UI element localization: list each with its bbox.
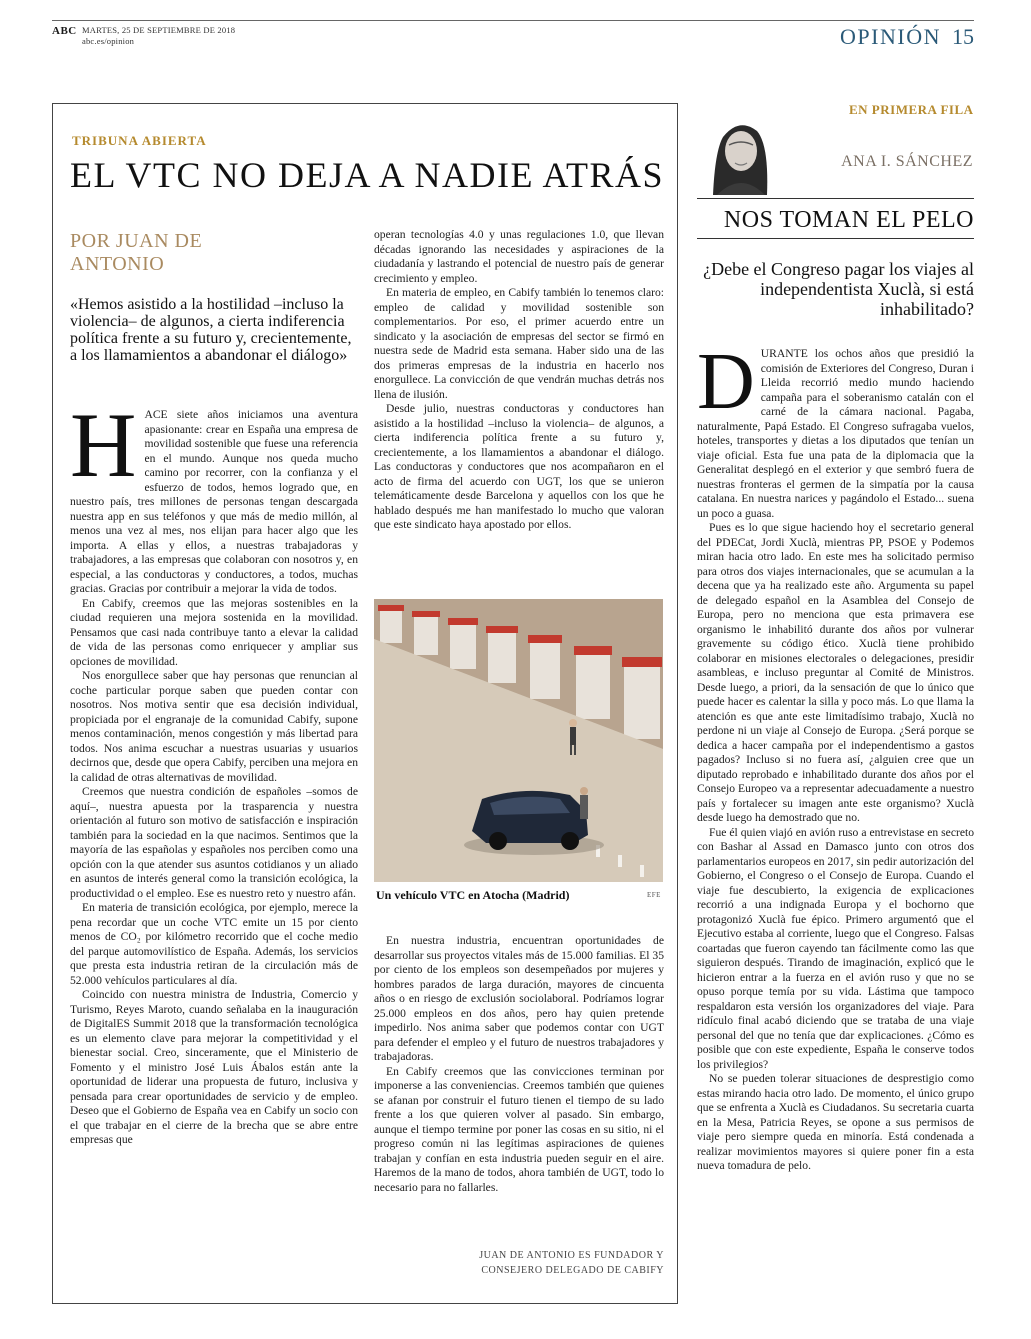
- article-paragraph: En nuestra industria, encuentran oportunidades de desarrollar sus proyectos vitales más de 15.000 familias. El 35 por ciento de los empleos son desempeñados por mujeres y hombres parados de larga duración, mayores de cincuenta años o en riesgo de exclusión sociolaboral. Podríamos lograr 25.000 empleos en dos años, pero hay quien pretende impedirlo. Nos anima saber que podemos contar con UGT para defender el empleo y el futuro de nuestros trabajadores y trabajadoras.: [374, 934, 664, 1063]
- column-kicker: EN PRIMERA FILA: [849, 102, 974, 117]
- dropcap-letter: H: [70, 394, 137, 496]
- article-paragraph: Coincido con nuestra ministra de Industria, Comercio y Turismo, Reyes Maroto, cuando señalaba en la inauguración de DigitalES Summit 2018 que la transformación tecnológica es un elemento clave para mejorar la competitividad y el bienestar social. Creo, sinceramente, que el Ministerio de Fomento y el ministro José Luis Ábalos están ante la oportunidad de liderar una propuesta de futuro, inclusiva y pensada para crear oportunidades de servicio y de empleo. Deseo que el Gobierno de España vea en Cabify un socio con el que trabajar en el cierre de la brecha que se abre entre empresas que: [70, 988, 358, 1146]
- tribuna-kicker: TRIBUNA ABIERTA: [72, 133, 207, 148]
- column-title: NOS TOMAN EL PELO: [723, 207, 974, 233]
- article-column-1: [70, 394, 358, 1148]
- header-dateline: [82, 25, 235, 47]
- article-headline: EL VTC NO DEJA A NADIE ATRÁS: [70, 155, 665, 195]
- vtc-car-photo: [374, 599, 663, 882]
- article-paragraph: Nos enorgullece saber que hay personas que renuncian al coche particular porque saben que pueden contar con nosotros. Nos motiva sentir que esa decisión individual, propiciada por el engranaje de la comunidad Cabify, supone menos contaminación, menos congestión y más libertad para todos. Nos anima escuchar a nuestras usuarias y usuarios decirnos que, desde que opera Cabify, perciben una mejora en la calidad de otras alternativas de movilidad.: [70, 669, 358, 784]
- column-body: [697, 338, 974, 1174]
- article-paragraph: En Cabify, creemos que las mejoras sostenibles en la ciudad requieren una mejora sostenida en la movilidad. Pensamos que casi nada contribuye tanto a elevar la calidad de vida de las personas como enriquecer y ampliar sus opciones de movilidad.: [70, 596, 358, 668]
- lead-word: URANTE: [760, 347, 808, 360]
- photo-caption: Un vehículo VTC en Atocha (Madrid): [376, 888, 570, 902]
- header-url[interactable]: abc.es/opinion: [82, 36, 135, 46]
- column-paragraph: Fue él quien viajó en avión ruso a entrevistase en secreto con Bashar al Assad en Damasco junto con otros dos parlamentarios europeos en 2017, sin pedir autorización del Gobierno, el Congreso o el Consejo de Europa. Cuando el viaje fue descubierto, la exigencia de explicaciones recorrió a una indignada Europa y el bochorno que protagonizó Xuclà fue épico. Primero argumentó que el Ejecutivo estaba al corriente, luego que el Congreso. Falsas coartadas que fueron cayendo tan fácilmente como las que siguieron después. Tirando de imaginación, explicó que le hicieron entrar a la fuerza en el avión ruso y que no se opuso porque temía por su vida. Lástima que tampoco respaldaron esta versión los organizadores del viaje. Para ridículo final acabó diciendo que se trataba de una viaje personal del que no tenía que dar explicaciones. ¿Cómo es posible que con este expediente, España le conserve todos los privilegios?: [697, 825, 974, 1071]
- article-paragraph: En materia de transición ecológica, por ejemplo, merece la pena recordar que un coche VTC emite un 15 por ciento menos de CO₂ por kilómetro recorrido que el coche medio del parque automovilístico de España. Además, los servicios que presta esta industria retiran de la circulación más de 52.000 vehículos particulares al día.: [70, 901, 358, 987]
- section-name: OPINIÓN: [840, 24, 941, 49]
- article-paragraph: Desde julio, nuestras conductoras y conductores han asistido a la hostilidad –incluso la violencia– de algunos, a cierta indiferencia política frente a su futuro y, crecientemente, a los llamamientos a abandonar el diálogo. Las conductoras y conductores que nos acompañaron en el acto de firma del acuerdo con UGT, los que se unieron telemáticamente desde Barcelona y aquellos con los que he hablado después me han manifestado lo mucho que valoran que este sindicato haya apostado por ellos.: [374, 402, 664, 531]
- column-paragraph: DURANTE los ochos años que presidió la comisión de Exteriores del Congreso, Duran i Lleida recorrió medio mundo haciendo campaña para el soberanismo catalán con el carné de la cámara nacional. Pagaba, naturalmente, Papá Estado. El Congreso sufragaba vuelos, hoteles, transportes y dietas a los diputados que tenían un viaje oficial. Esta fue una pata de la diplomacia que la Generalitat desplegó en el exterior y que sembró fuera de nuestras fronteras el germen de la simpatía por la causa catalana. En nuestra narices y pagándolo el Estado... suena un poco a guasa.: [697, 338, 974, 520]
- column-author: ANA I. SÁNCHEZ: [841, 153, 973, 170]
- article-byline: POR JUAN DE ANTONIO: [70, 230, 203, 275]
- photo-credit: EFE: [647, 891, 661, 899]
- article-pullquote: «Hemos asistido a la hostilidad –incluso la violencia– de algunos, a cierta indiferencia política frente a su futuro y, crecientemente, a los llamamientos a abandonar el diálogo»: [70, 296, 352, 364]
- dropcap-letter: D: [697, 338, 755, 426]
- column-paragraph: Pues es lo que sigue haciendo hoy el secretario general del PDECat, Jordi Xuclà, mientras PP, PSOE y Podemos miran hacia otro lado. En este mes ha solicitado permiso para otros dos viajes internacionales, que se acumulan a la decena que ya ha realizado este año. Argumenta su papel de delegado español en la Asamblea del Consejo de Europa, pero no menciona que esta primavera ese organismo le inhabilitó durante dos años por vulnerar gravemente su código ético. Xuclà tiene prohibido colaborar en misiones electorales o delegaciones, presidir asambleas, e incluso preguntar al Comité de Ministros. Desde luego, a priori, da la sensación de que lo único que puede hacer es calentar la silla y poco más. Lo que llama la atención es que ante este limitadísimo trabajo, Xuclà no perdone ni un viaje al Consejo de Europa. ¿Será porque se dedica a hacer campaña por el independentismo a gastos pagados? Incluso si no fuera así, ¿alguien cree que un diputado reprobado e inhabilitado durante dos años por el Consejo Europeo va a representar adecuadamente a nuestro país y fortalecer su imagen ante este organismo? Xuclà desde luego ha demostrado que no.: [697, 521, 974, 824]
- header-rule: [52, 20, 974, 21]
- header-date: MARTES, 25 DE SEPTIEMBRE DE 2018: [82, 25, 236, 35]
- article-paragraph: En Cabify creemos que las convicciones terminan por imponerse a las conveniencias. Creemos también que quienes se afanan por construir el futuro tienen el tiempo de su lado frente a los que quieren volver al pasado. Sin embargo, aunque el tiempo termine por poner las cosas en su sitio, ni el progreso común ni las legítimas aspiraciones de quienes trabajan y confían en esta industria pueden seguir en el aire. Haremos de la mano de todos, ahora también de UGT, todo lo necesario para no fallarles.: [374, 1064, 664, 1194]
- article-paragraph: HACE siete años iniciamos una aventura apasionante: crear en España una empresa de movilidad sostenible que fuese una referencia en el mundo. Aunque nos queda mucho camino por recorrer, con la confianza y el esfuerzo de todos, hemos logrado que, en nuestro país, tres millones de personas tengan descargada nuestra app en sus teléfonos y que más de medio millón, al menos una vez al mes, nos elijan para hacer algo que les importa. A ellas y ellos, a nuestras trabajadoras y trabajadores, a las empresas que colaboran con nosotros y, en especial, a las conductoras y conductores, a todos, muchas gracias. Gracias por contribuir a mejorar la vida de todos.: [70, 394, 358, 595]
- article-paragraph: Creemos que nuestra condición de españoles –somos de aquí–, nuestra apuesta por la trasparencia y nuestra orientación al futuro son motivo de satisfacción e inspiración también para la sociedad en la que nacimos. Sentimos que la mayoría de las españolas y españoles nos perciben como una opción con la que atender sus asuntos cotidianos y un aliado en asuntos de interés general como la transición ecológica, la productividad o el empleo. Ese es nuestro reto y nuestro afán.: [70, 785, 358, 900]
- article-column-2-top: [374, 228, 664, 533]
- title-rule-bottom: [697, 238, 974, 239]
- article-paragraph: En materia de empleo, en Cabify también lo tenemos claro: empleo de calidad y movilidad sostenible son complementarios. Por eso, el primer acuerdo entre un sindicato y la asociación de empresas del sector se firmó en nuestra sede de Madrid esta semana. Haber sido una de las dos primeras empresas de la industria en hacerlo nos enorgullece. La convicción de que vendrán muchas detrás nos llena de ilusión.: [374, 286, 664, 401]
- column-deck: ¿Debe el Congreso pagar los viajes al independentista Xuclà, si está inhabilitado?: [703, 259, 974, 319]
- article-paragraph: operan tecnologías 4.0 y unas regulaciones 1.0, que llevan décadas ignorando las necesidades y aspiraciones de la ciudadanía y lastrando el potencial de nuestro país de generar crecimiento y empleo.: [374, 228, 664, 285]
- column-paragraph: No se pueden tolerar situaciones de desprestigio como estas mirando hacia otro lado. De momento, el único grupo que se enfrenta a Xuclà es Ciudadanos. Su secretaria cuarta en la Mesa, Patricia Reyes, se opone a sus permisos de viaje pero siempre queda en minoría. Está condenada a realizar movimientos mayores si quiere poner fin a esta nueva tomadura de pelo.: [697, 1072, 974, 1172]
- author-note: JUAN DE ANTONIO ES FUNDADOR Y CONSEJERO DELEGADO DE CABIFY: [479, 1250, 664, 1276]
- newspaper-logo[interactable]: ABC: [52, 25, 77, 37]
- title-rule-top: [697, 198, 974, 199]
- author-portrait: [693, 111, 785, 195]
- article-column-2-bottom: [374, 934, 664, 1195]
- page-number: 15: [952, 24, 974, 49]
- lead-word: ACE: [144, 408, 168, 421]
